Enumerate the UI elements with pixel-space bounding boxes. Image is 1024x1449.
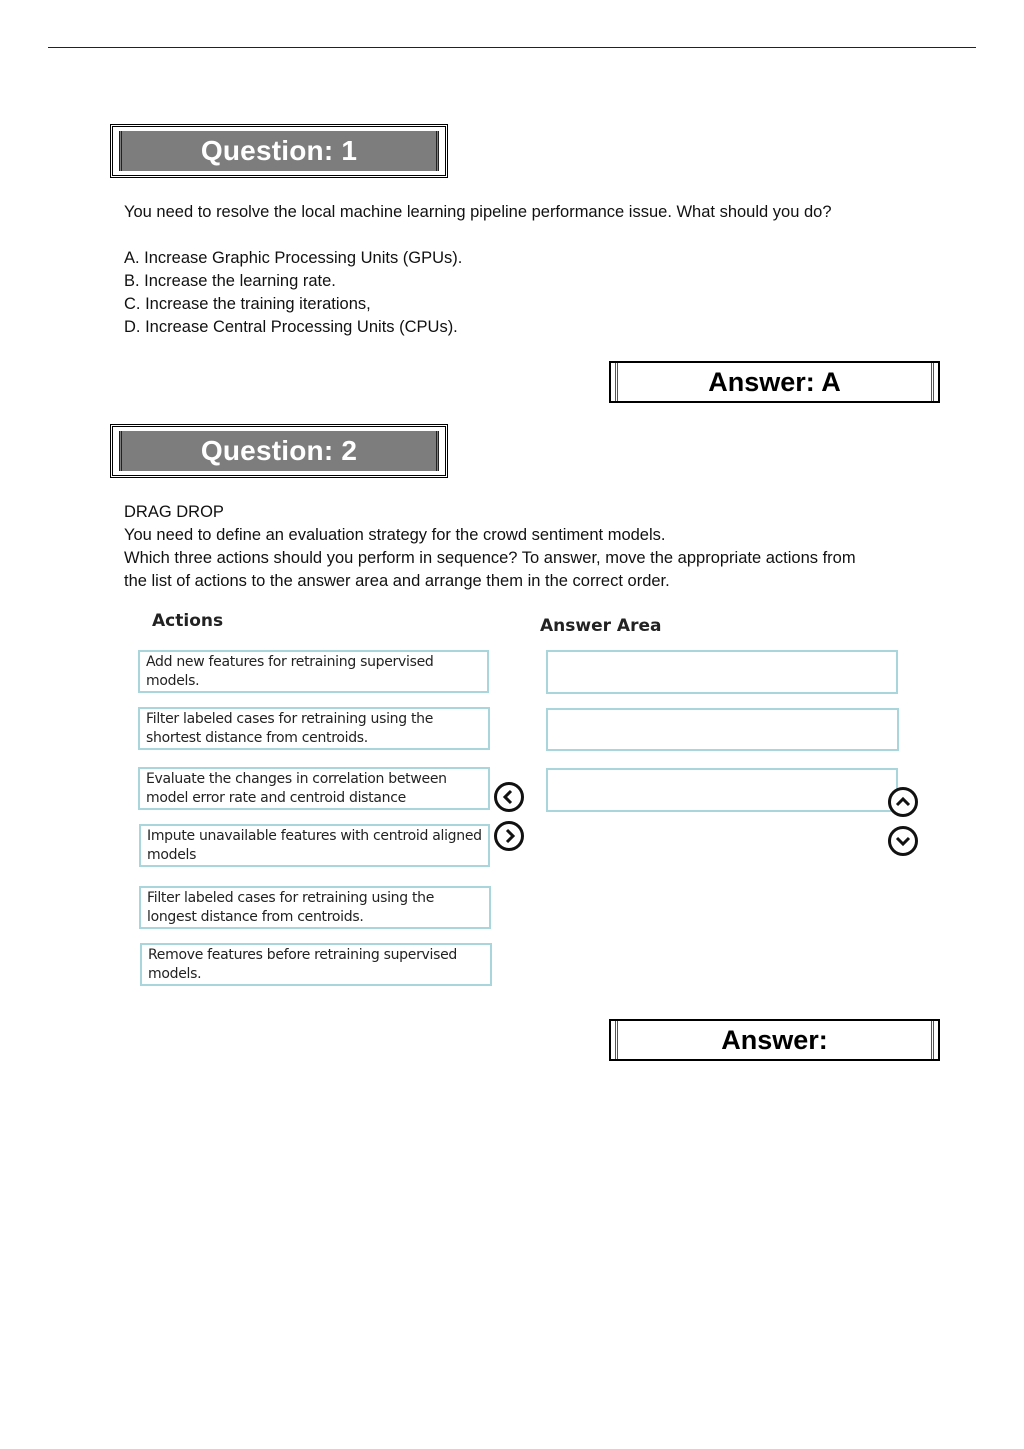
question-1-options: [124, 247, 462, 339]
question-2-prompt: [124, 501, 856, 593]
chevron-down-circle-icon: [895, 833, 911, 849]
question-1-header: [110, 124, 448, 178]
question-1-answer: Answer: A: [708, 366, 841, 397]
action-item[interactable]: Filter labeled cases for retraining using the longest distance from centroids.: [139, 886, 491, 929]
answer-slot-2[interactable]: [546, 708, 899, 751]
question-1-answer-box: [609, 361, 940, 403]
question-1-prompt: You need to resolve the local machine learning pipeline performance issue. What should you do?: [124, 203, 832, 221]
prompt-line-3: the list of actions to the answer area and arrange them in the correct order.: [124, 572, 670, 590]
action-item[interactable]: Add new features for retraining supervised models.: [138, 650, 489, 693]
option-b: B. Increase the learning rate.: [124, 272, 336, 290]
question-2-answer: Answer:: [721, 1024, 828, 1055]
option-c: C. Increase the training iterations,: [124, 295, 371, 313]
chevron-left-circle-icon: [501, 789, 517, 805]
answer-slot-1[interactable]: [546, 650, 898, 694]
actions-heading: Actions: [152, 611, 224, 631]
question-2-header: [110, 424, 448, 478]
chevron-right-circle-icon: [501, 828, 517, 844]
action-item[interactable]: Remove features before retraining supervised models.: [140, 943, 492, 986]
move-left-button[interactable]: [494, 782, 524, 812]
prompt-line-2: Which three actions should you perform in sequence? To answer, move the appropriate actions from: [124, 549, 856, 567]
answer-area-heading: Answer Area: [540, 616, 662, 636]
question-2-answer-box: [609, 1019, 940, 1061]
header-rule: [48, 47, 976, 48]
answer-slot-3[interactable]: [546, 768, 898, 812]
move-right-button[interactable]: [494, 821, 524, 851]
question-1-title: Question: 1: [200, 135, 358, 166]
question-2-title: Question: 2: [200, 435, 358, 466]
prompt-line-1: You need to define an evaluation strategy for the crowd sentiment models.: [124, 526, 666, 544]
option-a: A. Increase Graphic Processing Units (GPUs).: [124, 249, 463, 267]
move-down-button[interactable]: [888, 826, 918, 856]
action-item[interactable]: Evaluate the changes in correlation between model error rate and centroid distance: [138, 767, 490, 810]
question-type-label: DRAG DROP: [124, 503, 224, 521]
option-d: D. Increase Central Processing Units (CPUs).: [124, 318, 458, 336]
move-up-button[interactable]: [888, 787, 918, 817]
chevron-up-circle-icon: [895, 794, 911, 810]
action-item[interactable]: Filter labeled cases for retraining using the shortest distance from centroids.: [138, 707, 490, 750]
action-item[interactable]: Impute unavailable features with centroid aligned models: [139, 824, 490, 867]
